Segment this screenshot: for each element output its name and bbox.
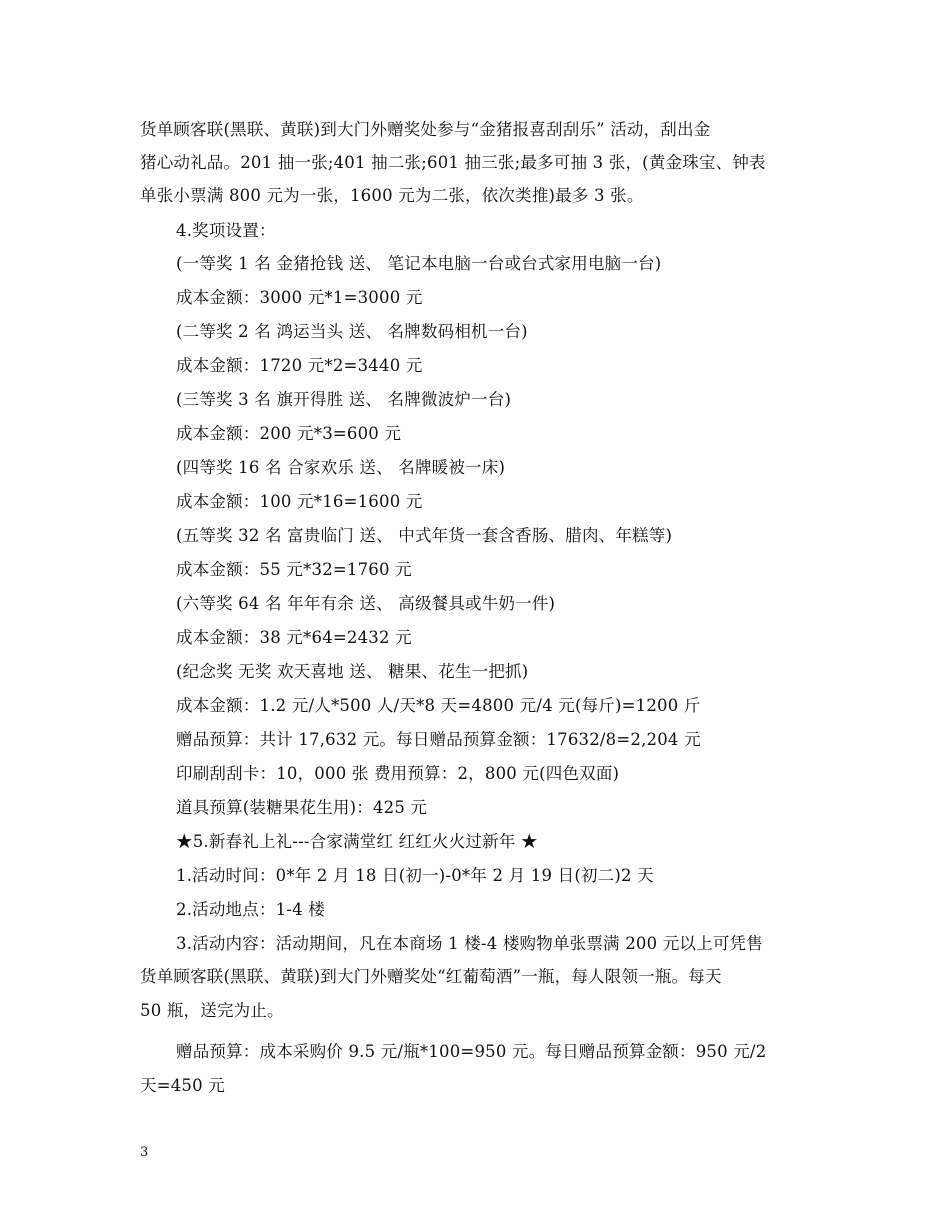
cost-line: 成本金额：200 元*3=600 元	[176, 424, 402, 443]
prize-item: (六等奖 64 名 年年有余 送、 高级餐具或牛奶一件)	[176, 594, 556, 613]
activity-location: 2.活动地点：1-4 楼	[176, 900, 325, 919]
budget-line: 赠品预算：成本采购价 9.5 元/瓶*100=950 元。每日赠品预算金额：950 元/2	[176, 1042, 767, 1061]
prize-item: (纪念奖 无奖 欢天喜地 送、 糖果、花生一把抓)	[176, 662, 529, 681]
section-heading: ★5.新春礼上礼---合家满堂红 红红火火过新年 ★	[176, 832, 538, 851]
cost-line: 成本金额：1720 元*2=3440 元	[176, 356, 423, 375]
cost-line: 成本金额：3000 元*1=3000 元	[176, 288, 423, 307]
body-text-line: 货单顾客联(黑联、黄联)到大门外赠奖处“红葡萄酒”一瓶，每人限领一瓶。每天	[140, 967, 722, 986]
budget-line: 赠品预算：共计 17,632 元。每日赠品预算金额：17632/8=2,204 元	[176, 730, 701, 749]
body-text-line: 50 瓶，送完为止。	[140, 1001, 284, 1020]
prize-item: (一等奖 1 名 金猪抢钱 送、 笔记本电脑一台或台式家用电脑一台)	[176, 254, 662, 273]
body-text-line: 单张小票满 800 元为一张，1600 元为二张，依次类推)最多 3 张。	[140, 186, 644, 205]
prize-item: (三等奖 3 名 旗开得胜 送、 名牌微波炉一台)	[176, 390, 512, 409]
prize-item: (四等奖 16 名 合家欢乐 送、 名牌暖被一床)	[176, 458, 506, 477]
prize-item: (五等奖 32 名 富贵临门 送、 中式年货一套含香肠、腊肉、年糕等)	[176, 526, 673, 545]
budget-line: 道具预算(装糖果花生用)：425 元	[176, 798, 428, 817]
cost-line: 成本金额：1.2 元/人*500 人/天*8 天=4800 元/4 元(每斤)=1200 斤	[176, 696, 701, 715]
cost-line: 成本金额：55 元*32=1760 元	[176, 560, 412, 579]
body-text-line: 货单顾客联(黑联、黄联)到大门外赠奖处参与“金猪报喜刮刮乐” 活动，刮出金	[140, 120, 711, 139]
prize-item: (二等奖 2 名 鸿运当头 送、 名牌数码相机一台)	[176, 322, 528, 341]
section-heading: 4.奖项设置：	[176, 221, 276, 240]
cost-line: 成本金额：100 元*16=1600 元	[176, 492, 423, 511]
activity-time: 1.活动时间：0*年 2 月 18 日(初一)-0*年 2 月 19 日(初二)2 天	[176, 866, 654, 885]
cost-line: 成本金额：38 元*64=2432 元	[176, 628, 412, 647]
page-number: 3	[140, 1145, 149, 1160]
body-text-line: 天=450 元	[140, 1076, 225, 1095]
activity-content: 3.活动内容：活动期间，凡在本商场 1 楼-4 楼购物单张票满 200 元以上可凭售	[176, 934, 763, 953]
body-text-line: 猪心动礼品。201 抽一张;401 抽二张;601 抽三张;最多可抽 3 张，(黄金珠宝、钟表	[140, 153, 766, 172]
budget-line: 印刷刮刮卡：10，000 张 费用预算：2，800 元(四色双面)	[176, 764, 620, 783]
